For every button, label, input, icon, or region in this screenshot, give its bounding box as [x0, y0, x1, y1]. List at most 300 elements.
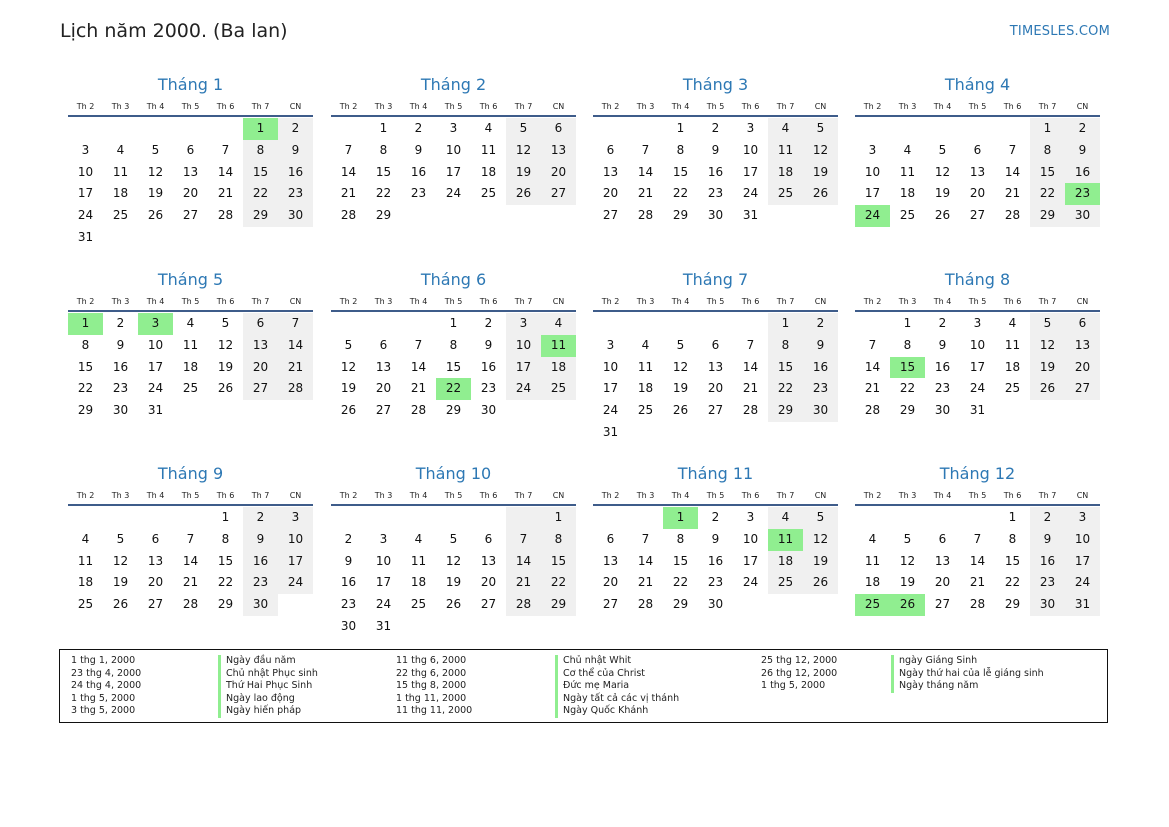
weekday-label: CN: [814, 491, 827, 500]
day-cell: 19: [803, 551, 838, 573]
day-cell: 9: [278, 140, 313, 162]
day-cell: 6: [1065, 313, 1100, 335]
holiday-legend: [59, 649, 1108, 723]
holiday-day-cell: 11: [541, 335, 576, 357]
day-cell: 16: [707, 553, 724, 568]
weekday-label: Th 7: [776, 297, 795, 306]
day-cell: 5: [221, 316, 230, 330]
day-cell: 14: [1004, 164, 1021, 179]
day-cell: 8: [903, 337, 912, 352]
empty-day-cell: [243, 227, 278, 249]
day-cell: 4: [116, 142, 125, 157]
day-cell: 26: [340, 403, 357, 418]
weekday-label: Th 3: [898, 491, 917, 500]
day-cell: 10: [1065, 529, 1100, 551]
empty-day-cell: [698, 313, 733, 335]
empty-day-cell: [68, 507, 103, 529]
day-cell: 20: [934, 575, 951, 590]
day-cell: 31: [602, 424, 619, 439]
weekday-label: Th 3: [111, 297, 130, 306]
day-cell: 7: [344, 142, 353, 157]
day-cell: 3: [449, 121, 458, 135]
empty-day-cell: [471, 507, 506, 529]
day-cell: 27: [602, 597, 619, 612]
day-cell: 24: [77, 208, 94, 223]
day-cell: 19: [899, 575, 916, 590]
day-cell: 14: [340, 164, 357, 179]
day-cell: 14: [410, 359, 427, 374]
weekday-label: Th 6: [216, 102, 235, 111]
empty-day-cell: [663, 313, 698, 335]
month-title: Tháng 12: [939, 464, 1016, 483]
day-cell: 23: [112, 381, 129, 396]
empty-day-cell: [698, 422, 733, 444]
empty-day-cell: [1065, 400, 1100, 422]
weekday-label: Th 4: [146, 297, 165, 306]
day-cell: 22: [672, 575, 689, 590]
day-cell: 18: [637, 381, 654, 396]
weekday-label: Th 6: [479, 491, 498, 500]
day-cell: 19: [217, 359, 234, 374]
day-cell: 26: [803, 183, 838, 205]
day-cell: 21: [637, 575, 654, 590]
month-12: [855, 463, 1100, 616]
holiday-day-cell: 15: [890, 357, 925, 379]
day-cell: 6: [606, 531, 615, 546]
day-cell: 25: [768, 183, 803, 205]
day-cell: 28: [217, 208, 234, 223]
empty-day-cell: [401, 616, 436, 638]
day-cell: 8: [243, 140, 278, 162]
weekday-label: Th 2: [76, 297, 95, 306]
weekday-label: Th 7: [776, 491, 795, 500]
legend-names: [891, 655, 1044, 693]
day-cell: 1: [768, 313, 803, 335]
holiday-day-cell: 11: [768, 529, 803, 551]
day-cell: 12: [803, 140, 838, 162]
legend-dates: [396, 655, 472, 718]
day-cell: 4: [541, 313, 576, 335]
empty-day-cell: [208, 118, 243, 140]
weekday-header: [68, 99, 313, 117]
day-cell: 21: [278, 357, 313, 379]
empty-day-cell: [331, 507, 366, 529]
day-cell: 29: [1004, 597, 1021, 612]
day-cell: 23: [243, 572, 278, 594]
day-cell: 19: [1030, 357, 1065, 379]
day-cell: 8: [768, 335, 803, 357]
day-cell: 10: [445, 142, 462, 157]
day-cell: 16: [803, 357, 838, 379]
day-cell: 20: [375, 381, 392, 396]
holiday-day-cell: 1: [243, 118, 278, 140]
empty-day-cell: [103, 227, 138, 249]
legend-holiday-name: Thứ Hai Phục Sinh: [226, 680, 313, 692]
empty-day-cell: [243, 400, 278, 422]
day-cell: 19: [803, 162, 838, 184]
day-cell: 22: [1030, 183, 1065, 205]
day-cell: 15: [243, 162, 278, 184]
day-cell: 28: [969, 597, 986, 612]
weekday-label: Th 3: [374, 102, 393, 111]
day-cell: 25: [182, 381, 199, 396]
day-cell: 1: [903, 316, 912, 330]
empty-day-cell: [103, 118, 138, 140]
empty-day-cell: [103, 507, 138, 529]
days-grid: [855, 507, 1100, 616]
day-cell: 30: [243, 594, 278, 616]
day-cell: 26: [506, 183, 541, 205]
day-cell: 4: [768, 507, 803, 529]
day-cell: 23: [707, 575, 724, 590]
day-cell: 20: [182, 186, 199, 201]
legend-holiday-name: Đức mẹ Maria: [563, 680, 630, 692]
day-cell: 8: [221, 531, 230, 546]
day-cell: 2: [1065, 118, 1100, 140]
legend-names: [555, 655, 679, 718]
day-cell: 13: [182, 164, 199, 179]
day-cell: 16: [243, 551, 278, 573]
day-cell: 10: [375, 553, 392, 568]
month-10: [331, 463, 576, 638]
legend-dates: [761, 655, 837, 693]
month-title: Tháng 8: [944, 270, 1011, 289]
day-cell: 29: [672, 597, 689, 612]
weekday-label: CN: [552, 102, 565, 111]
weekday-header: [331, 488, 576, 506]
weekday-label: Th 7: [1038, 297, 1057, 306]
day-cell: 23: [278, 183, 313, 205]
day-cell: 6: [379, 337, 388, 352]
month-title: Tháng 3: [682, 75, 749, 94]
day-cell: 16: [480, 359, 497, 374]
day-cell: 21: [864, 381, 881, 396]
day-cell: 22: [899, 381, 916, 396]
month-title: Tháng 11: [677, 464, 754, 483]
day-cell: 1: [541, 507, 576, 529]
day-cell: 9: [711, 142, 720, 157]
weekday-header: [593, 99, 838, 117]
weekday-label: Th 7: [251, 102, 270, 111]
day-cell: 20: [147, 575, 164, 590]
empty-day-cell: [960, 118, 995, 140]
weekday-label: CN: [552, 297, 565, 306]
month-11: [593, 463, 838, 616]
weekday-label: Th 4: [933, 491, 952, 500]
day-cell: 19: [340, 381, 357, 396]
day-cell: 4: [414, 531, 423, 546]
day-cell: 19: [112, 575, 129, 590]
day-cell: 25: [899, 208, 916, 223]
page-title: Lịch năm 2000. (Ba lan): [60, 20, 288, 42]
day-cell: 4: [1008, 316, 1017, 330]
day-cell: 4: [903, 142, 912, 157]
day-cell: 8: [676, 142, 685, 157]
day-cell: 27: [707, 403, 724, 418]
day-cell: 21: [637, 186, 654, 201]
days-grid: [593, 118, 838, 227]
day-cell: 5: [344, 337, 353, 352]
day-cell: 13: [375, 359, 392, 374]
weekday-label: Th 5: [181, 102, 200, 111]
days-grid: [331, 118, 576, 227]
day-cell: 19: [147, 186, 164, 201]
weekday-label: Th 6: [1003, 102, 1022, 111]
day-cell: 19: [672, 381, 689, 396]
legend-date: 1 thg 11, 2000: [396, 692, 467, 704]
day-cell: 30: [707, 208, 724, 223]
day-cell: 22: [541, 572, 576, 594]
weekday-label: CN: [1076, 297, 1089, 306]
holiday-day-cell: 23: [1065, 183, 1100, 205]
day-cell: 15: [375, 164, 392, 179]
day-cell: 29: [672, 208, 689, 223]
holiday-day-cell: 22: [436, 378, 471, 400]
day-cell: 29: [217, 597, 234, 612]
weekday-label: CN: [552, 491, 565, 500]
day-cell: 22: [768, 378, 803, 400]
day-cell: 5: [803, 118, 838, 140]
empty-day-cell: [506, 507, 541, 529]
day-cell: 3: [1065, 507, 1100, 529]
weekday-header: [855, 488, 1100, 506]
weekday-label: Th 6: [216, 491, 235, 500]
day-cell: 28: [637, 208, 654, 223]
day-cell: 23: [480, 381, 497, 396]
weekday-label: Th 5: [444, 491, 463, 500]
day-cell: 3: [506, 313, 541, 335]
day-cell: 8: [449, 337, 458, 352]
day-cell: 13: [1065, 335, 1100, 357]
day-cell: 31: [77, 229, 94, 244]
day-cell: 3: [973, 316, 982, 330]
day-cell: 15: [217, 553, 234, 568]
weekday-label: Th 2: [339, 491, 358, 500]
weekday-header: [855, 294, 1100, 312]
empty-day-cell: [401, 205, 436, 227]
weekday-label: Th 4: [409, 491, 428, 500]
day-cell: 27: [602, 208, 619, 223]
day-cell: 24: [147, 381, 164, 396]
empty-day-cell: [925, 507, 960, 529]
day-cell: 14: [506, 551, 541, 573]
day-cell: 11: [768, 140, 803, 162]
day-cell: 27: [934, 597, 951, 612]
day-cell: 30: [934, 403, 951, 418]
legend-date: 15 thg 8, 2000: [396, 680, 467, 692]
month-title: Tháng 1: [157, 75, 224, 94]
day-cell: 9: [938, 337, 947, 352]
weekday-label: Th 7: [1038, 102, 1057, 111]
day-cell: 18: [112, 186, 129, 201]
day-cell: 10: [864, 164, 881, 179]
day-cell: 27: [147, 597, 164, 612]
day-cell: 28: [506, 594, 541, 616]
day-cell: 19: [506, 162, 541, 184]
day-cell: 25: [410, 597, 427, 612]
day-cell: 12: [1030, 335, 1065, 357]
day-cell: 4: [868, 531, 877, 546]
holiday-day-cell: 1: [68, 313, 103, 335]
day-cell: 17: [375, 575, 392, 590]
day-cell: 24: [742, 575, 759, 590]
day-cell: 20: [1065, 357, 1100, 379]
weekday-label: Th 7: [1038, 491, 1057, 500]
day-cell: 13: [602, 164, 619, 179]
day-cell: 17: [742, 164, 759, 179]
day-cell: 21: [410, 381, 427, 396]
weekday-label: CN: [1076, 102, 1089, 111]
day-cell: 16: [1030, 551, 1065, 573]
day-cell: 12: [445, 553, 462, 568]
empty-day-cell: [768, 205, 803, 227]
days-grid: [68, 118, 313, 249]
empty-day-cell: [208, 400, 243, 422]
weekday-label: CN: [814, 297, 827, 306]
weekday-label: Th 4: [671, 102, 690, 111]
day-cell: 16: [340, 575, 357, 590]
legend-date: 11 thg 11, 2000: [396, 705, 473, 717]
empty-day-cell: [995, 118, 1030, 140]
empty-day-cell: [803, 594, 838, 616]
day-cell: 10: [147, 337, 164, 352]
day-cell: 30: [1030, 594, 1065, 616]
empty-day-cell: [768, 422, 803, 444]
day-cell: 7: [641, 142, 650, 157]
day-cell: 17: [1065, 551, 1100, 573]
day-cell: 17: [147, 359, 164, 374]
day-cell: 13: [707, 359, 724, 374]
weekday-label: CN: [289, 297, 302, 306]
weekday-label: Th 6: [216, 297, 235, 306]
day-cell: 22: [217, 575, 234, 590]
empty-day-cell: [278, 227, 313, 249]
legend-holiday-name: ngày Giáng Sinh: [899, 655, 978, 666]
day-cell: 25: [637, 403, 654, 418]
empty-day-cell: [890, 118, 925, 140]
day-cell: 30: [707, 597, 724, 612]
legend-date: 1 thg 1, 2000: [71, 655, 136, 666]
day-cell: 8: [541, 529, 576, 551]
day-cell: 27: [243, 378, 278, 400]
legend-holiday-name: Ngày tháng năm: [899, 680, 979, 692]
day-cell: 19: [934, 186, 951, 201]
weekday-label: Th 5: [968, 297, 987, 306]
days-grid: [331, 507, 576, 638]
legend-date: 26 thg 12, 2000: [761, 667, 838, 679]
empty-day-cell: [331, 313, 366, 335]
weekday-label: Th 7: [251, 297, 270, 306]
weekday-label: Th 2: [76, 491, 95, 500]
day-cell: 29: [541, 594, 576, 616]
day-cell: 24: [445, 186, 462, 201]
day-cell: 10: [602, 359, 619, 374]
empty-day-cell: [733, 313, 768, 335]
empty-day-cell: [506, 400, 541, 422]
day-cell: 11: [637, 359, 654, 374]
weekday-header: [855, 99, 1100, 117]
empty-day-cell: [628, 422, 663, 444]
weekday-header: [68, 488, 313, 506]
day-cell: 28: [637, 597, 654, 612]
day-cell: 1: [379, 121, 388, 135]
month-title: Tháng 5: [157, 270, 224, 289]
day-cell: 9: [414, 142, 423, 157]
day-cell: 21: [742, 381, 759, 396]
day-cell: 12: [899, 553, 916, 568]
day-cell: 22: [77, 381, 94, 396]
weekday-label: Th 3: [111, 491, 130, 500]
day-cell: 7: [186, 531, 195, 546]
day-cell: 2: [116, 316, 125, 330]
weekday-label: Th 5: [181, 297, 200, 306]
weekday-label: Th 6: [479, 102, 498, 111]
day-cell: 3: [746, 510, 755, 524]
day-cell: 12: [803, 529, 838, 551]
day-cell: 18: [182, 359, 199, 374]
day-cell: 2: [1030, 507, 1065, 529]
empty-day-cell: [401, 507, 436, 529]
day-cell: 16: [112, 359, 129, 374]
day-cell: 30: [803, 400, 838, 422]
day-cell: 29: [768, 400, 803, 422]
legend-holiday-name: Ngày lao động: [226, 692, 295, 704]
day-cell: 7: [506, 529, 541, 551]
legend-date: 11 thg 6, 2000: [396, 655, 467, 666]
days-grid: [593, 507, 838, 616]
empty-day-cell: [855, 118, 890, 140]
day-cell: 23: [1030, 572, 1065, 594]
day-cell: 31: [969, 403, 986, 418]
legend-date: 22 thg 6, 2000: [396, 667, 467, 679]
empty-day-cell: [208, 227, 243, 249]
empty-day-cell: [506, 616, 541, 638]
day-cell: 15: [445, 359, 462, 374]
day-cell: 28: [410, 403, 427, 418]
day-cell: 12: [934, 164, 951, 179]
weekday-label: Th 3: [636, 491, 655, 500]
weekday-label: Th 4: [933, 102, 952, 111]
day-cell: 5: [116, 531, 125, 546]
day-cell: 10: [969, 337, 986, 352]
legend-date: 3 thg 5, 2000: [71, 705, 136, 717]
day-cell: 14: [182, 553, 199, 568]
month-1: [68, 74, 313, 249]
days-grid: [593, 313, 838, 444]
day-cell: 2: [278, 118, 313, 140]
weekday-label: Th 3: [374, 297, 393, 306]
empty-day-cell: [138, 118, 173, 140]
day-cell: 6: [151, 531, 160, 546]
day-cell: 10: [742, 531, 759, 546]
day-cell: 15: [672, 164, 689, 179]
day-cell: 14: [217, 164, 234, 179]
day-cell: 6: [938, 531, 947, 546]
site-link[interactable]: TIMESLES.COM: [1009, 24, 1110, 39]
day-cell: 22: [1004, 575, 1021, 590]
day-cell: 12: [147, 164, 164, 179]
weekday-label: Th 7: [514, 297, 533, 306]
day-cell: 18: [541, 357, 576, 379]
month-7: [593, 269, 838, 444]
legend-date: 1 thg 5, 2000: [761, 680, 826, 692]
day-cell: 15: [672, 553, 689, 568]
weekday-label: Th 7: [776, 102, 795, 111]
weekday-header: [331, 99, 576, 117]
day-cell: 1: [676, 121, 685, 135]
day-cell: 3: [868, 142, 877, 157]
day-cell: 9: [344, 553, 353, 568]
